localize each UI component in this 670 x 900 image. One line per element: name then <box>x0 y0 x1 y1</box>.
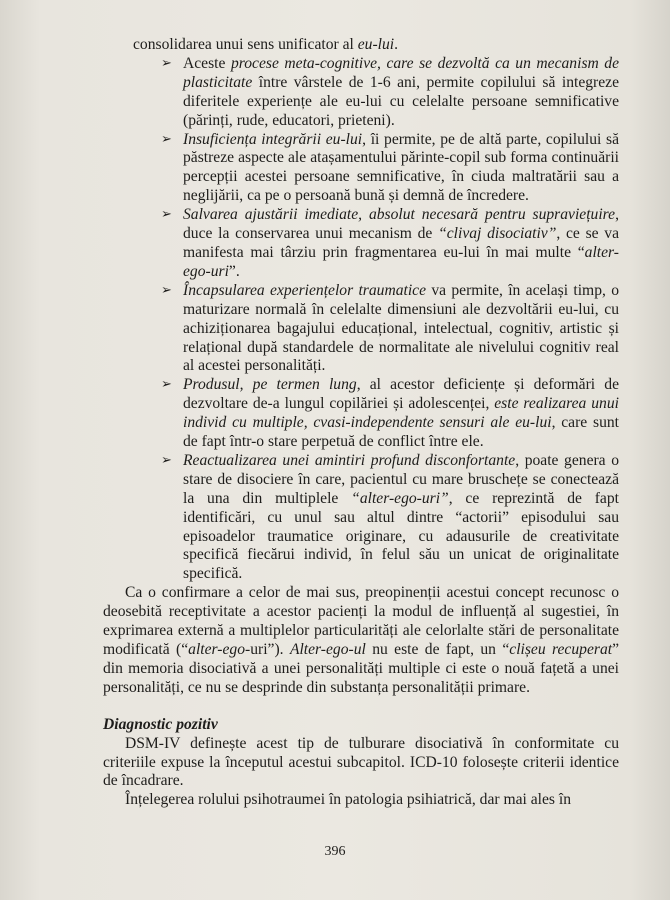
emphasis-text: procese meta-cognitive, care se dezvoltă ca un mecanism de plasticitate <box>183 54 620 91</box>
body-text: , poate genera o stare de disociere în care, pacientul cu mare bruschețe se conectează la una din multiplele <box>183 451 619 507</box>
paragraph-psychotrauma: Înțelegerea rolului psihotraumei în patologia psihiatrică, dar mai ales în <box>125 791 572 809</box>
bullet-list <box>103 55 619 584</box>
page-content <box>103 36 619 810</box>
page-number: 396 <box>324 844 346 859</box>
body-text: , al acestor deficiențe și deformări de dezvoltare de-a lungul copilăriei și adolescenței, <box>183 376 619 413</box>
body-text: , ce se va manifesta mai târziu prin fragmentarea eu-lui în mai multe “ <box>183 225 619 261</box>
paragraph-dsm: DSM-IV definește acest tip de tulburare disociativă în conformitate cu criteriile expuse la începutul acestui subcapitol. ICD-10 folosește criterii identice de încadrare. <box>103 734 619 790</box>
body-text: , îi permite, pe de altă parte, copilului să păstreze aspecte ale atașamentului părinte-copil sub forma continuării percepții acestei persoane semnificative, în ciuda maltratării sau a neglijării, ca pe o persoană bună și demnă de încredere. <box>183 130 619 205</box>
body-text: , duce la conservarea unui mecanism de <box>183 206 619 243</box>
body-text: ” din memoria disociativă a unei personalități multiple ci este o nouă fațetă a unei personalități, ce nu se desprinde din substanța personalității primare. <box>103 641 619 696</box>
emphasis-text: Alter-ego-ul <box>289 641 366 658</box>
emphasis-text: “alter-ego-uri” <box>351 489 449 507</box>
emphasis-text: Produsul, pe termen lung <box>183 376 357 394</box>
arrow-bullet-icon: ➢ <box>161 282 172 298</box>
body-text: , ce reprezintă de fapt identificări, cu unul sau altul dintre “actorii” episodului sau episoadelor traumatice originare, cu adausurile de creativitate specifică fiecărui individ, în felul său un unicat de originalitate specifică. <box>183 489 619 583</box>
bullet-item <box>103 376 619 452</box>
emphasis-text: este realizarea unui individ cu multiple, cvasi-independente sensuri ale eu-lui <box>183 395 619 432</box>
body-text: Aceste <box>183 54 231 72</box>
emphasis-text: alter-ego-uri <box>183 243 619 280</box>
intro-emphasis: eu-lui <box>357 36 395 53</box>
arrow-bullet-icon: ➢ <box>161 452 172 468</box>
emphasis-text: Insuficiența integrării eu-lui <box>183 130 363 148</box>
bullet-item <box>103 131 619 207</box>
intro-text: consolidarea unui sens unificator al <box>133 36 358 53</box>
emphasis-text: Salvarea ajustării imediate, absolut necesară pentru supraviețuire <box>183 206 616 224</box>
body-text: va permite, în același timp, o maturizare normală în celelalte dimensiuni ale dezvoltării eu-lui, cu achiziționarea bagajului educațional, intelectual, cognitiv, artistic și relațional după standardele de normalitate ale nivelului cognitiv real al acestei personalități. <box>183 281 619 375</box>
arrow-bullet-icon: ➢ <box>161 131 172 147</box>
body-text: -uri”). <box>245 641 290 658</box>
arrow-bullet-icon: ➢ <box>161 207 172 223</box>
bullet-item <box>103 206 619 282</box>
bullet-item <box>103 452 619 584</box>
body-text: , care sunt de fapt într-o stare perpetuă de conflict între ele. <box>183 414 619 451</box>
section-heading: Diagnostic pozitiv <box>103 715 218 733</box>
arrow-bullet-icon: ➢ <box>161 55 172 71</box>
emphasis-text: Reactualizarea unei amintiri profund disconfortante <box>183 451 516 469</box>
intro-line <box>133 36 619 55</box>
body-text: între vârstele de 1-6 ani, permite copilului să integreze diferitele experiențe ale eu-lui cu celelalte persoane semnificative (părinți, rude, educatori, prieteni). <box>183 73 619 129</box>
emphasis-text: alter-ego <box>188 641 246 658</box>
body-text: nu este de fapt, un “ <box>365 641 510 658</box>
arrow-bullet-icon: ➢ <box>161 377 172 393</box>
intro-suffix: . <box>394 36 399 53</box>
emphasis-text: “clivaj disociativ” <box>438 225 557 243</box>
emphasis-text: clișeu recuperat <box>509 641 613 658</box>
paragraph-confirmation <box>103 584 619 697</box>
bullet-item <box>103 282 619 377</box>
bullet-item <box>103 55 619 131</box>
body-text: Ca o confirmare a celor de mai sus, preopinenții acestui concept recunosc o deosebită receptivitate a acestor pacienți la modul de influențǎ al sugestiei, în exprimarea externă a multiplelor particularități ale celorlalte stări de personalitate modificată (“ <box>103 584 619 658</box>
emphasis-text: Încapsularea experiențelor traumatice <box>183 281 427 299</box>
body-text: ”. <box>228 262 240 280</box>
